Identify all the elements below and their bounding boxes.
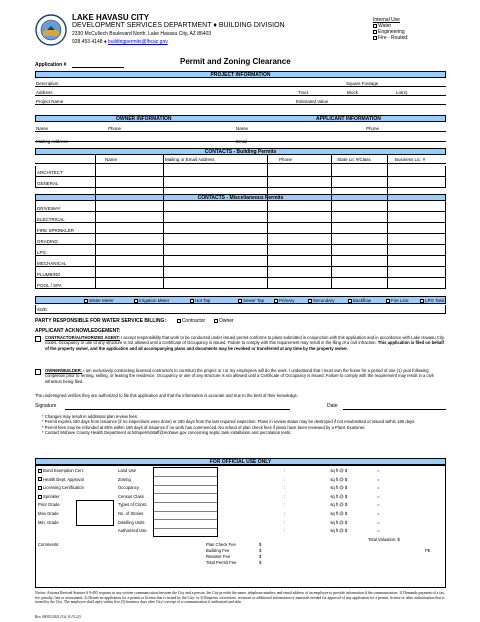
email-link[interactable]: buildingpermits@lhcaz.gov	[107, 39, 168, 45]
contact-row-architect[interactable]: ARCHITECT	[35, 166, 446, 177]
official-use-box	[35, 465, 446, 588]
checkbox-icon[interactable]	[373, 24, 377, 28]
size-row[interactable]: SIZE	[35, 305, 446, 314]
form-title: Permit and Zoning Clearance	[180, 57, 291, 66]
contacts-building-header: Name Mailing or Email Address Phone State Lic #/Class Business Lic. #	[35, 155, 446, 164]
contact-row-driveway[interactable]: DRIVEWAY	[35, 201, 446, 212]
services-row	[35, 296, 446, 304]
internal-fire[interactable]: Fire - Routed:	[373, 35, 409, 41]
project-info-bar: PROJECT INFORMATION	[35, 71, 446, 78]
phone-number: 928.453.4148 ♦	[72, 39, 108, 45]
fee-list: Plan Check Fee $ Building Fee $ Retainer Fee $ Total Permit Fee $	[206, 542, 262, 565]
note-1: * Changes may result in additional plan review fees.	[42, 414, 139, 419]
application-number-field[interactable]	[72, 67, 124, 68]
service-irrigation-meter[interactable]: Irrigation Meter	[134, 298, 169, 303]
comments-label: Comments:	[38, 542, 60, 547]
contact-row-general[interactable]: GENERAL	[35, 177, 446, 188]
pe-label: PE	[425, 548, 431, 553]
department-address: 2330 McCulloch Boulevard North, Lake Havasu City, AZ 86403	[72, 31, 212, 37]
official-uses: Land Use Zoning Occupancy Census Class Types of Const. No. of Stories Dwelling Units Authorized Use	[118, 468, 148, 534]
project-row-description[interactable]: Description Square Footage	[35, 78, 446, 87]
owner-row-name[interactable]: Name Phone Name Phone	[35, 122, 446, 132]
contractor-checkbox[interactable]	[35, 336, 41, 342]
owner-ack-text: OWNER/BUILDER: I am exclusively contracting licensed contractors to construct the project or I or my employees will do the work. I understand that I must own the home for a period of one (1) year following completion prior to renting, selling, or leasing the residence. Occupancy or use of any structure is not allowed until a Certificate of Occupancy is issued. Failure to comply with the requirement may result in a civil infraction being filed.	[45, 368, 434, 384]
use-fields[interactable]	[153, 467, 218, 537]
contact-row-mechanical[interactable]: MECHANICAL	[35, 256, 446, 267]
date-label: Date	[327, 403, 338, 409]
sqft-lines[interactable]: : sq ft @ $ = : sq ft @ $ = : sq ft @ $ = : sq ft @ $ = : sq ft @ $ = : sq ft @ $ = : sq ft @ $ = : sq ft @ $ =	[284, 468, 380, 534]
contacts-building-bar: CONTACTS - Building Permits	[35, 148, 446, 155]
ack-heading: APPLICANT ACKNOWLEDGEMENT:	[35, 328, 121, 334]
service-fire-line[interactable]: Fire Line	[386, 298, 409, 303]
service-backflow[interactable]: Backflow	[348, 298, 371, 303]
grade-prior[interactable]: Prior Grade	[38, 502, 60, 508]
check-sprinkler[interactable]: Sprinkler	[38, 493, 84, 502]
internal-use	[373, 17, 409, 41]
internal-water[interactable]: Water	[373, 23, 409, 29]
project-row-address[interactable]: Address Tract Block Lot(s)	[35, 87, 446, 96]
internal-engineering[interactable]: Engineering	[373, 29, 409, 35]
verify-text: The undersigned verifies they are authorized to file this application and that the information is accurate and true to the best of their knowledge.	[35, 393, 299, 398]
city-seal	[35, 14, 67, 46]
note-3: * Permit fees may be refunded at 80% within 180 days of issuance if no work has commenced. No refund of plan check fees if plans have been reviewed by a Plans Examiner.	[42, 424, 366, 430]
date-field[interactable]	[343, 409, 446, 410]
service-hot-tap[interactable]: Hot Tap	[190, 298, 210, 303]
service-water-meter[interactable]: Water Meter	[84, 298, 114, 303]
notes	[42, 414, 446, 435]
footer-notice: Notice: Arizona Revised Statutes § 9-495 requires in any written communication between the City and a person, the City provide the name, telephone number, and email address of an employee to provide information if the communication: 1) Demands payment of a tax, fee, penalty, fine or assessment; 2) Denies an application for a permit or license that is issued by the City; or 3) Requests corrections, revisions or additional information or materials needed for approval of any application for a permit, license or other authorization that is issued by the City. The employee shall reply within five (5) business days after City's receipt of a communication if authorized and able.	[35, 591, 445, 605]
contact-row-electrical[interactable]: ELECTRICAL	[35, 212, 446, 223]
contact-row-pool-spa[interactable]: POOL / SPA	[35, 278, 446, 289]
official-use-bar: FOR OFFICIAL USE ONLY	[35, 458, 446, 465]
contacts-misc-bar: CONTACTS - Miscellaneous Permits	[35, 194, 446, 201]
application-number-label: Application #	[35, 62, 67, 68]
checkbox-icon[interactable]	[373, 30, 377, 34]
project-row-name[interactable]: Project Name Estimated Value	[35, 96, 446, 105]
department-contact	[72, 39, 168, 45]
grade-max[interactable]: Max Grade	[38, 510, 59, 516]
service-sewer-tap[interactable]: Sewer Tap	[238, 298, 264, 303]
contact-row-grading[interactable]: GRADING	[35, 234, 446, 245]
contact-row-plumbing[interactable]: PLUMBING	[35, 267, 446, 278]
note-4: * Contact Mohave County Health Department at hdmpermitstaff@mohave.gov concerning septic tank installation and percolation tests.	[42, 429, 292, 435]
signature-label: Signature	[35, 403, 57, 409]
grade-min[interactable]: Min. Grade	[38, 519, 59, 525]
department-name: DEVELOPMENT SERVICES DEPARTMENT ♦ BUILDING DIVISION	[72, 22, 285, 29]
total-valuation: Total Valuation: $	[368, 537, 400, 542]
contractor-ack-text: CONTRACTOR/AUTHORIZED AGENT: I accept responsibility that work to be conducted under issued permit conforms to plans submitted in conjunction with this application and in accordance with Lake Havasu City codes. Occupancy or use of any structure is not allowed until a Certificate of Occupancy is issued. Failure to comply with this requirement may result in the filing of a civil infraction. This application is filed on behalf of the property owner, and the application and all accompanying plans and documents may be revoked or transferred at any time by the property owner.	[45, 335, 444, 351]
billing-contractor[interactable]: Contractor	[177, 318, 205, 324]
service-lpg-tank[interactable]: LPG Tank	[420, 298, 445, 303]
service-secondary[interactable]: Secondary	[308, 298, 335, 303]
contact-row-fire-sprinkler[interactable]: FIRE SPRINKLER	[35, 223, 446, 234]
signature-field[interactable]	[65, 409, 290, 410]
owner-row-mailing[interactable]: Mailing Address Email	[35, 132, 446, 142]
owner-builder-checkbox[interactable]	[35, 369, 41, 375]
billing-owner[interactable]: Owner	[214, 318, 234, 324]
billing-party: PARTY RESPONSIBLE FOR WATER SERVICE BILLING: Contractor Owner	[35, 318, 234, 324]
owner-info-bar: OWNER INFORMATION APPLICANT INFORMATION	[35, 115, 446, 122]
check-health[interactable]: Health Dept. Approval	[38, 476, 84, 485]
check-bond[interactable]: Bond Exemption Cert.	[38, 467, 84, 476]
note-2: * Permit expires 180 days from issuance (if no inspections were done) or 180 days from the last required inspection. Plans in review status may be destroyed if not resubmitted or issued within 180 days.	[42, 419, 416, 425]
internal-use-title: Internal Use	[373, 17, 400, 23]
service-primary[interactable]: Primary	[274, 298, 295, 303]
grade-fields[interactable]	[76, 500, 114, 526]
city-name: LAKE HAVASU CITY	[72, 13, 150, 22]
contact-row-lpg[interactable]: LPG	[35, 245, 446, 256]
check-licensing[interactable]: Licensing Certification	[38, 484, 84, 493]
checkbox-icon[interactable]	[373, 36, 377, 40]
revision-label: Rev. 08/05/2021 (Cd. 8.15.22)	[35, 615, 81, 619]
